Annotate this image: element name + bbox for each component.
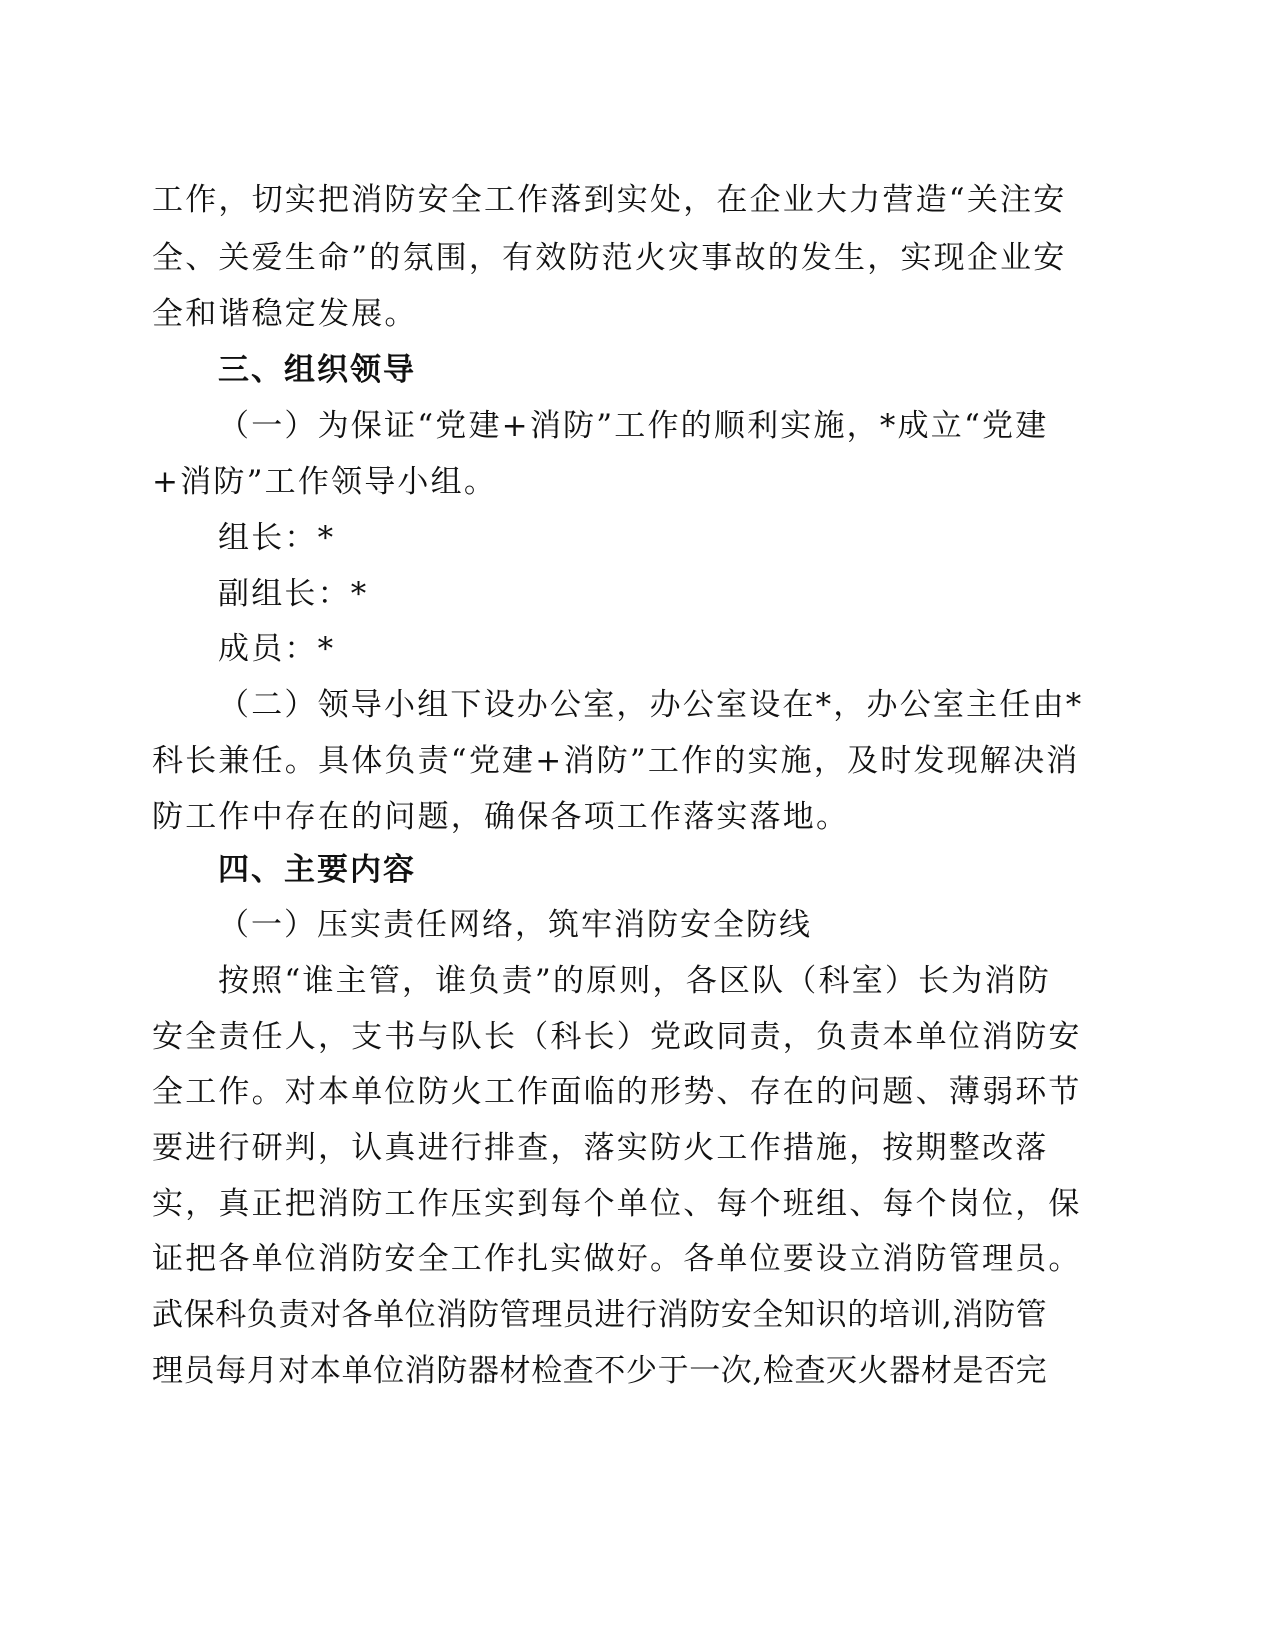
body-text-line: +消防”工作领导小组。: [152, 464, 498, 500]
body-text-line: 工作，切实把消防安全工作落到实处，在企业大力营造“关注安: [152, 182, 1067, 218]
body-text-line: 武保科负责对各单位消防管理员进行消防安全知识的培训,消防管: [152, 1297, 1048, 1333]
body-text-line: 要进行研判，认真进行排查，落实防火工作措施，按期整改落: [152, 1130, 1049, 1166]
body-text-line: 实，真正把消防工作压实到每个单位、每个班组、每个岗位，保: [152, 1186, 1082, 1222]
body-text-line: 副组长：*: [218, 576, 369, 612]
body-text-line: 全、关爱生命”的氛围，有效防范火灾事故的发生，实现企业安: [152, 240, 1067, 276]
body-text-line: （二）领导小组下设办公室，办公室设在*，办公室主任由*: [218, 687, 1084, 723]
body-text-line: 证把各单位消防安全工作扎实做好。各单位要设立消防管理员。: [152, 1241, 1082, 1277]
body-text-line: 科长兼任。具体负责“党建+消防”工作的实施，及时发现解决消: [152, 743, 1080, 779]
body-text-line: 按照“谁主管，谁负责”的原则，各区队（科室）长为消防: [218, 963, 1051, 999]
body-text-line: 理员每月对本单位消防器材检查不少于一次,检查灭火器材是否完: [152, 1353, 1048, 1389]
body-text-line: 全工作。对本单位防火工作面临的形势、存在的问题、薄弱环节: [152, 1074, 1082, 1110]
body-text-line: 全和谐稳定发展。: [152, 296, 418, 332]
body-text-line: 安全责任人，支书与队长（科长）党政同责，负责本单位消防安: [152, 1019, 1082, 1055]
body-text-line: （一）为保证“党建+消防”工作的顺利实施，*成立“党建: [218, 408, 1049, 444]
body-text-line: 防工作中存在的问题，确保各项工作落实落地。: [152, 799, 850, 835]
subsection-heading: （一）压实责任网络，筑牢消防安全防线: [218, 907, 812, 943]
body-text-line: 组长：*: [218, 520, 336, 556]
section-heading: 三、组织领导: [218, 352, 416, 388]
section-heading: 四、主要内容: [218, 852, 416, 888]
body-text-line: 成员：*: [218, 631, 336, 667]
